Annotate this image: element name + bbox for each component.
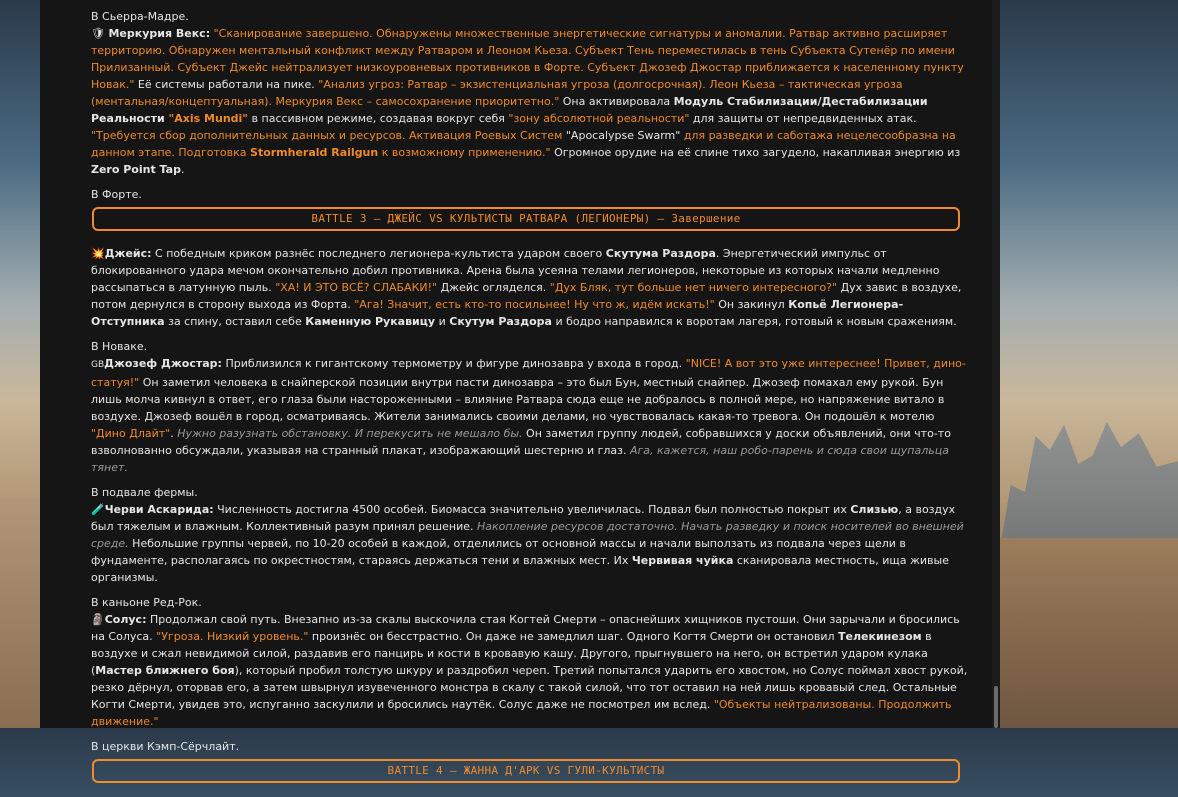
narration: Он заметил человека в снайперской позиции внутри пасти динозавра – это был Бун, местный снайпер. Джозеф помахал ему рукой. Бун лишь молча кивнул в ответ, его глаза были настороженными – влияние Ратвара сюда еще не добралось в полной мере, но напряжение витало в воздухе. Джозеф вошёл в город, осматриваясь. Жители занимались своими делами, но чувствовалась какая-то тревога. Он подошёл к мотелю — [91, 376, 945, 423]
system-name: "Apocalypse Swarm" — [565, 129, 681, 142]
character-name: Черви Аскарида: — [104, 503, 214, 516]
inner-thought: Ага, кажется, наш робо-парень и сюда свои щупальца тянет. — [91, 444, 949, 474]
speech-quote: "Ага! Значит, есть кто-то посильнее! Ну что ж, идём искать!" — [354, 298, 715, 311]
background-right — [1000, 0, 1178, 728]
desert-ground — [0, 498, 40, 728]
speech-quote: "Угроза. Низкий уровень." — [156, 630, 309, 643]
narration: в воздухе и сжал невидимой силой, раздавив его панцирь и кости в кровавую кашу. Другого, прыгнувшего на него, он встретил ударом кулака ( — [91, 630, 932, 677]
rock-formations — [1000, 408, 1178, 548]
narration: Дух завис в воздухе, потом дернулся в сторону выхода из Форта. — [91, 281, 962, 311]
location-label: В Новаке. — [91, 340, 148, 353]
location-label: В Форте. — [91, 188, 142, 201]
section-red-rock — [91, 594, 971, 730]
narration: Она активировала — [559, 95, 674, 108]
speech-quote: "Axis Mundi" — [164, 112, 249, 125]
vertical-scrollbar[interactable] — [992, 0, 1000, 728]
location-label: В подвале фермы. — [91, 486, 198, 499]
narration: сканировала местность, ища живые организмы. — [91, 554, 949, 584]
speech-quote: "Дино Длайт" — [91, 427, 171, 440]
speech-quote: "Сканирование завершено. Обнаружены множественные энергетические сигнатуры и аномалии. Ратвар активно расширяет территорию. Обнаружен ментальный конфликт между Ратваром и Леоном Кьеза. Субъект Тень переместилась в тень Субъекта Сутенёр по имени Прилизанный. Субъект Джейс нейтрализует низкоуровневых противников в Форте. Субъект Джозеф Джостар приближается к населенному пункту Новак." — [91, 27, 964, 91]
inner-thought: Нужно разузнать обстановку. И перекусить не мешало бы. — [177, 427, 523, 440]
speech-quote: "Объекты нейтрализованы. Продолжить движение." — [91, 698, 952, 728]
section-sierra-madre — [91, 8, 971, 178]
section-church — [91, 738, 971, 755]
speech-quote: "зону абсолютной реальности" — [508, 112, 690, 125]
test-tube-icon: 🧪 — [91, 503, 105, 516]
character-name: Джейс: — [104, 247, 152, 260]
collision-icon: 💥 — [91, 247, 105, 260]
narration: в пассивном режиме, создавая вокруг себя — [248, 112, 509, 125]
narration: . Энергетический импульс от блокированного удара мечом окончательно добил противника. Арена была усеяна телами легионеров, некоторые из которых начали медленно рассыпаться в латунную пыль. — [91, 247, 940, 294]
section-novak — [91, 338, 971, 476]
item-name: Stormherald Railgun — [250, 146, 379, 159]
narration: Приблизился к гигантскому термометру и фигуре динозавра у входа в город. — [221, 357, 686, 370]
narration: Джейс огляделся. — [437, 281, 550, 294]
battle-banner: BATTLE 4 – ЖАННА Д'АРК VS ГУЛИ-КУЛЬТИСТЫ — [92, 759, 960, 783]
narration: для защиты от непредвиденных атак. — [689, 112, 917, 125]
item-name: Мастер ближнего боя — [95, 664, 235, 677]
desert-ground — [1000, 538, 1178, 728]
narration: , а воздух был тяжелым и влажным. Коллективный разум принял решение. — [91, 503, 956, 533]
speech-quote: для разведки и саботажа нецелесообразна на данном этапе. Подготовка — [91, 129, 956, 159]
item-name: Zero Point Tap — [91, 163, 181, 176]
narration: Он закинул — [714, 298, 789, 311]
item-name: Скутум Раздора — [449, 315, 552, 328]
speech-quote: "Требуется сбор дополнительных данных и ресурсов. Активация Роевых Систем — [91, 129, 566, 142]
narration: произнёс он бесстрастно. Он даже не замедлил шаг. Одного Когтя Смерти он остановил — [308, 630, 839, 643]
narration: . — [180, 163, 185, 176]
item-name: Копьё Легионера-Отступника — [91, 298, 904, 328]
battle-banner: BATTLE 3 – ДЖЕЙС VS КУЛЬТИСТЫ РАТВАРА (ЛЕГИОНЕРЫ) – Завершение — [92, 207, 960, 231]
section-jace — [91, 245, 971, 330]
narration: . — [170, 427, 178, 440]
item-name: Скутума Раздора — [605, 247, 716, 260]
narration: ), который пробил толстую шкуру и раздробил череп. Третий попытался ударить его хвостом, но Солус поймал хвост рукой, резко дёрнул, оторвав его, а затем швырнул изувеченного монстра в скалу с такой силой, что тот оставил на ней лишь кровавый след. Остальные Когти Смерти, увидев это, испуганно заскулили и бросились наутёк. Солус даже не посмотрел им вслед. — [91, 664, 968, 711]
location-label: В Сьерра-Мадре. — [91, 10, 189, 23]
narration: Её системы работали на пике. — [134, 78, 319, 91]
character-name: Меркурия Векс: — [108, 27, 211, 40]
speech-quote: "NICE! А вот это уже интереснее! Привет, дино-статуя!" — [91, 357, 966, 389]
story-content — [91, 8, 971, 797]
speech-quote: "Дух Бляк, тут больше нет ничего интересного?" — [549, 281, 838, 294]
item-name: Червивая чуйка — [631, 554, 734, 567]
speech-quote: к возможному применению." — [378, 146, 551, 159]
item-name: Каменную Рукавицу — [305, 315, 436, 328]
narration: Огромное орудие на её спине тихо загудело, накапливая энергию из — [550, 146, 961, 159]
section-fort — [91, 186, 971, 203]
character-name: Солус: — [104, 613, 147, 626]
narration: Численность достигла 4500 особей. Биомасса значительно увеличилась. Подвал был полностью покрыт их — [213, 503, 851, 516]
moai-icon: 🗿 — [91, 613, 105, 626]
speech-quote: "Анализ угроз: Ратвар – экзистенциальная угроза (долгосрочная). Леон Кьеза – тактическая угроза (ментальная/концептуальная). Меркурия Векс – самосохранение приоритетно." — [91, 78, 903, 108]
scrollbar-thumb[interactable] — [994, 686, 998, 728]
chat-panel — [40, 0, 1000, 777]
narration: Он заметил группу людей, собравшихся у доски объявлений, они что-то взволнованно обсуждали, указывая на странный плакат, изображающий шестерню и глаз. — [91, 427, 951, 457]
narration: за спину, оставил себе — [164, 315, 306, 328]
narration: Продолжал свой путь. Внезапно из-за скалы выскочила стая Когтей Смерти – опаснейших хищников пустоши. Они зарычали и бросились на Солуса. — [91, 613, 960, 643]
background-left — [0, 0, 40, 728]
narration: и бодро направился к воротам лагеря, готовый к новым сражениям. — [551, 315, 957, 328]
narration: С победным криком разнёс последнего легионера-культиста ударом своего — [151, 247, 606, 260]
robot-face-icon: 🛡 — [91, 27, 105, 40]
section-farm-basement — [91, 484, 971, 586]
uk-flag-icon: GB — [91, 360, 105, 370]
character-name: Джозеф Джостар: — [104, 357, 222, 370]
item-name: Телекинезом — [838, 630, 922, 643]
location-label: В церкви Кэмп-Сёрчлайт. — [91, 740, 240, 753]
location-label: В каньоне Ред-Рок. — [91, 596, 202, 609]
narration: Небольшие группы червей, по 10-20 особей в каждой, отделились от основной массы и начали выползать из подвала через щели в фундаменте, располагаясь по окрестностям, стараясь держаться тени и влажных мест. Их — [91, 537, 906, 567]
item-name: Модуль Стабилизации/Дестабилизации Реальности — [91, 95, 928, 125]
narration: и — [435, 315, 450, 328]
item-name: Слизью — [850, 503, 899, 516]
speech-quote: "ХА! И ЭТО ВСЁ? СЛАБАКИ!" — [275, 281, 438, 294]
inner-thought: Накопление ресурсов достаточно. Начать разведку и поиск носителей во внешней среде. — [91, 520, 964, 550]
